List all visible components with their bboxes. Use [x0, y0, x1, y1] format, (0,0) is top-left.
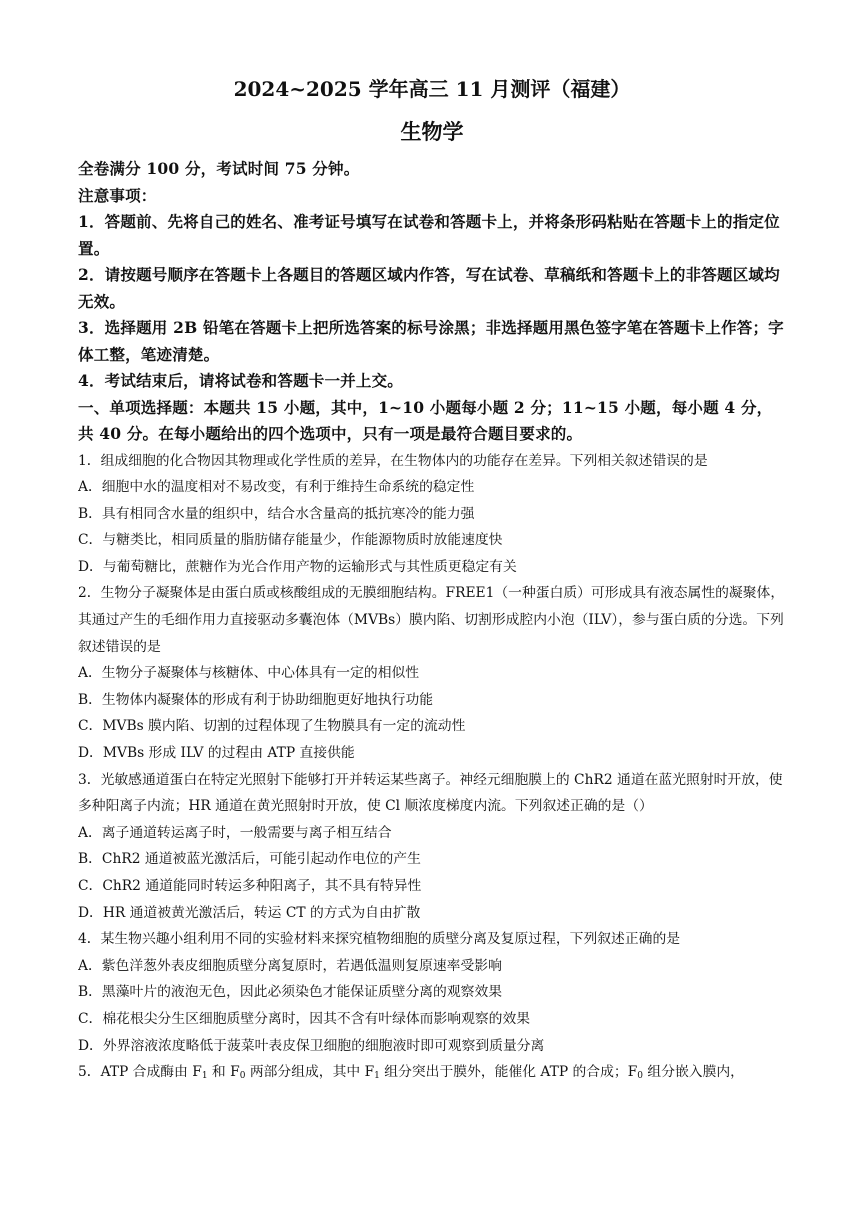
question-stem: 1．组成细胞的化合物因其物理或化学性质的差异，在生物体内的功能存在差异。下列相关叙述错误的是: [78, 452, 708, 469]
option-c: C．棉花根尖分生区细胞质壁分离时，因其不含有叶绿体而影响观察的效果: [78, 1010, 531, 1027]
option-d: D．HR 通道被黄光激活后，转运 CT 的方式为自由扩散: [78, 904, 421, 921]
option-d: D．外界溶液浓度略低于菠菜叶表皮保卫细胞的细胞液时即可观察到质量分离: [78, 1037, 545, 1054]
option-d: D．与葡萄糖比，蔗糖作为光合作用产物的运输形式与其性质更稳定有关: [78, 558, 517, 575]
option-a: A．细胞中水的温度相对不易改变，有利于维持生命系统的稳定性: [78, 479, 475, 496]
option-c: C．MVBs 膜内陷、切割的过程体现了生物膜具有一定的流动性: [78, 718, 466, 735]
question-1: [78, 448, 786, 581]
question-4: [78, 926, 786, 1059]
option-b: B．生物体内凝聚体的形成有利于协助细胞更好地执行功能: [78, 691, 434, 708]
subject-title: 生物学: [400, 119, 464, 144]
option-a: A．紫色洋葱外表皮细胞质壁分离复原时，若遇低温则复原速率受影响: [78, 957, 502, 974]
option-a: A．离子通道转运离子时，一般需要与离子相互结合: [78, 824, 392, 841]
full-score-note: 全卷满分 100 分，考试时间 75 分钟。: [78, 159, 360, 178]
question-stem: 3．光敏感通道蛋白在特定光照射下能够打开并转运某些离子。神经元细胞膜上的 ChR2 通道在蓝光照射时开放，使多种阳离子内流；HR 通道在黄光照射时开放，使 Cl 顺浓度梯度内流。下列叙述正确的是（）: [78, 771, 783, 815]
question-3: [78, 767, 786, 927]
option-c: C．ChR2 通道能同时转运多种阳离子，其不具有特异性: [78, 878, 422, 894]
question-stem: 2．生物分子凝聚体是由蛋白质或核酸组成的无膜细胞结构。FREE1（一种蛋白质）可形成具有液态属性的凝聚体，其通过产生的毛细作用力直接驱动多囊泡体（MVBs）膜内陷、切割形成腔内小泡（ILV），参与蛋白质的分选。下列叙述错误的是: [78, 585, 785, 655]
exam-title: 2024~2025 学年高三 11 月测评（福建）: [233, 77, 631, 101]
notice-item: 4．考试结束后，请将试卷和答题卡一并上交。: [78, 371, 403, 390]
section-heading: 一、单项选择题：本题共 15 小题，其中，1~10 小题每小题 2 分；11~15 小题，每小题 4 分，共 40 分。在每小题给出的四个选项中，只有一项是最符合题目要求的。: [78, 397, 773, 443]
question-stem: 5．ATP 合成酶由 $F_1$ 和 $F_0$ 两部分组成，其中 $F_1$ 组分突出于膜外，能催化 ATP 的合成；$F_0$ 组分嵌入膜内，: [78, 1064, 744, 1082]
notice-item: 3．选择题用 2B 铅笔在答题卡上把所选答案的标号涂黑；非选择题用黑色签字笔在答题卡上作答；字体工整，笔迹清楚。: [78, 318, 784, 364]
question-5: [78, 1059, 786, 1086]
option-d: D．MVBs 形成 ILV 的过程由 ATP 直接供能: [78, 745, 355, 762]
notice-item: 1．答题前、先将自己的姓名、准考证号填写在试卷和答题卡上，并将条形码粘贴在答题卡上的指定位置。: [78, 212, 780, 258]
question-2: [78, 580, 786, 766]
option-c: C．与糖类比，相同质量的脂肪储存能量少，作能源物质时放能速度快: [78, 532, 503, 549]
option-b: B．具有相同含水量的组织中，结合水含量高的抵抗寒冷的能力强: [78, 505, 475, 522]
option-b: B．ChR2 通道被蓝光激活后，可能引起动作电位的产生: [78, 851, 421, 868]
notice-title: 注意事项：: [78, 185, 157, 205]
question-stem: 4．某生物兴趣小组利用不同的实验材料来探究植物细胞的质壁分离及复原过程，下列叙述正确的是: [78, 931, 681, 948]
notice-item: 2．请按题号顺序在答题卡上各题目的答题区域内作答，写在试卷、草稿纸和答题卡上的非答题区域均无效。: [78, 265, 780, 311]
option-a: A．生物分子凝聚体与核糖体、中心体具有一定的相似性: [78, 665, 420, 682]
option-b: B．黑藻叶片的液泡无色，因此必须染色才能保证质壁分离的观察效果: [78, 984, 503, 1001]
